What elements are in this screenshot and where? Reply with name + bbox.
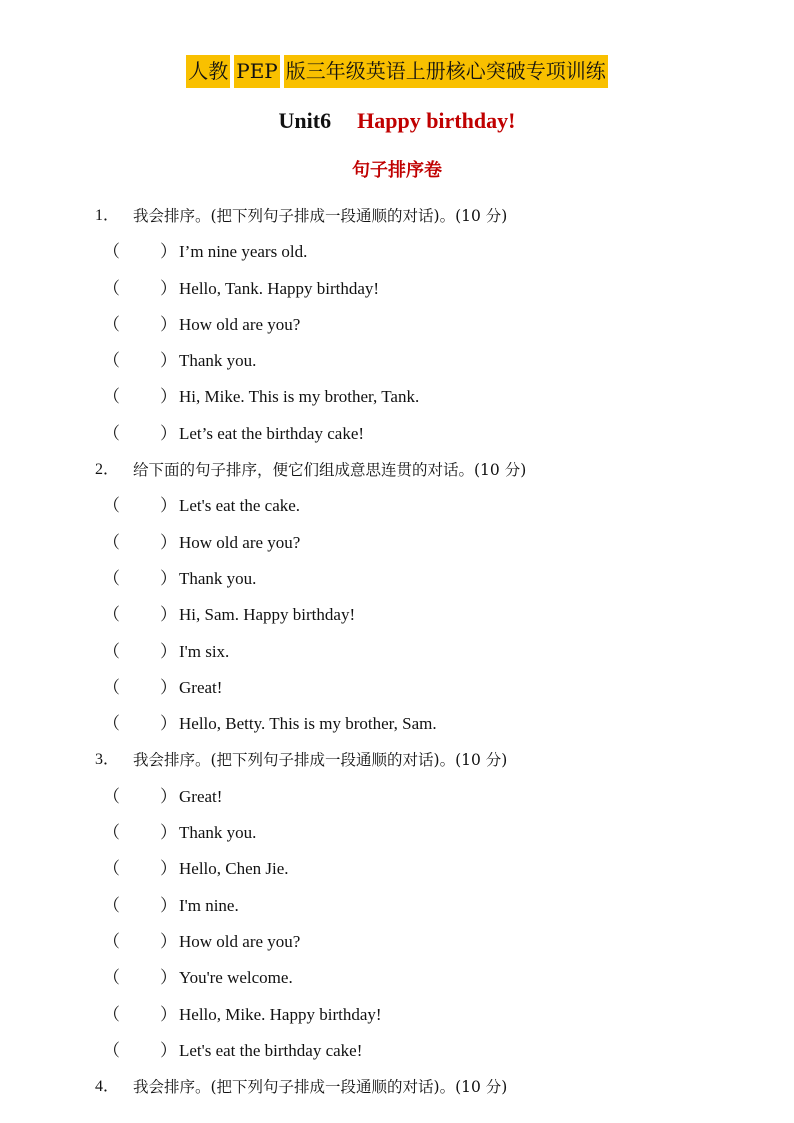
sentence-text: Hello, Chen Jie. bbox=[179, 859, 289, 879]
question-header bbox=[0, 198, 794, 234]
answer-blank-close: ） bbox=[160, 496, 177, 516]
sentence-text: Let's eat the cake. bbox=[179, 496, 301, 516]
sentence-item bbox=[0, 924, 794, 960]
question-instruction: 我会排序。(把下列句子排成一段通顺的对话)。(10 分) bbox=[133, 751, 508, 770]
answer-blank-open[interactable]: （ bbox=[103, 568, 120, 588]
sentence-text: Hi, Mike. This is my brother, Tank. bbox=[179, 387, 420, 407]
sentence-text: Hello, Tank. Happy birthday! bbox=[179, 278, 380, 298]
sentence-item bbox=[0, 525, 794, 561]
sentence-text: I’m nine years old. bbox=[179, 242, 308, 262]
answer-blank-close: ） bbox=[160, 387, 177, 407]
answer-blank-close: ） bbox=[160, 242, 177, 262]
answer-blank-open[interactable]: （ bbox=[103, 314, 120, 334]
answer-blank-open[interactable]: （ bbox=[103, 1004, 120, 1024]
answer-blank-close: ） bbox=[160, 1040, 177, 1060]
question-header bbox=[0, 1069, 794, 1105]
sentence-item bbox=[0, 670, 794, 706]
answer-blank-open[interactable]: （ bbox=[103, 605, 120, 625]
answer-blank-open[interactable]: （ bbox=[103, 387, 120, 407]
sentence-item bbox=[0, 343, 794, 379]
answer-blank-close: ） bbox=[160, 859, 177, 879]
sentence-item bbox=[0, 706, 794, 742]
section-title: 句子排序卷 bbox=[352, 160, 442, 181]
sentence-text: Thank you. bbox=[179, 568, 257, 588]
sentence-text: You're welcome. bbox=[179, 968, 293, 988]
sentence-text: Hello, Mike. Happy birthday! bbox=[179, 1004, 382, 1024]
answer-blank-open[interactable]: （ bbox=[103, 714, 120, 734]
question-number: 2． bbox=[95, 461, 120, 479]
answer-blank-open[interactable]: （ bbox=[103, 242, 120, 262]
sentence-item bbox=[0, 307, 794, 343]
sentence-text: Great! bbox=[179, 786, 223, 806]
answer-blank-close: ） bbox=[160, 423, 177, 443]
answer-blank-close: ） bbox=[160, 714, 177, 734]
sentence-item bbox=[0, 815, 794, 851]
sentence-item bbox=[0, 997, 794, 1033]
answer-blank-open[interactable]: （ bbox=[103, 532, 120, 552]
answer-blank-close: ） bbox=[160, 351, 177, 371]
question-header bbox=[0, 742, 794, 778]
answer-blank-open[interactable]: （ bbox=[103, 931, 120, 951]
sentence-item bbox=[0, 488, 794, 524]
question-number: 1． bbox=[95, 207, 120, 224]
question-number: 4． bbox=[95, 1078, 120, 1096]
sentence-text: Thank you. bbox=[179, 351, 257, 371]
sentence-item bbox=[0, 379, 794, 415]
answer-blank-close: ） bbox=[160, 786, 177, 806]
sentence-item bbox=[0, 779, 794, 815]
answer-blank-close: ） bbox=[160, 605, 177, 625]
sentence-item bbox=[0, 234, 794, 270]
question-number: 3． bbox=[95, 751, 120, 769]
sentence-item bbox=[0, 634, 794, 670]
unit-label: Unit6 bbox=[278, 108, 332, 133]
sentence-item bbox=[0, 851, 794, 887]
sentence-text: I'm nine. bbox=[179, 895, 239, 915]
sentence-text: Hi, Sam. Happy birthday! bbox=[179, 605, 356, 625]
unit-subtitle: Happy birthday! bbox=[357, 108, 516, 133]
sentence-text: How old are you? bbox=[179, 931, 301, 951]
sentence-text: Let’s eat the birthday cake! bbox=[179, 423, 365, 443]
answer-blank-close: ） bbox=[160, 1004, 177, 1024]
sentence-item bbox=[0, 271, 794, 307]
sentence-item bbox=[0, 561, 794, 597]
answer-blank-open[interactable]: （ bbox=[103, 968, 120, 988]
sentence-text: How old are you? bbox=[179, 314, 301, 334]
unit-title bbox=[0, 108, 794, 134]
answer-blank-close: ） bbox=[160, 568, 177, 588]
sentence-text: Thank you. bbox=[179, 823, 257, 843]
sentence-text: Great! bbox=[179, 677, 223, 697]
answer-blank-close: ） bbox=[160, 823, 177, 843]
question-instruction: 给下面的句子排序，便它们组成意思连贯的对话。(10 分) bbox=[133, 461, 527, 480]
answer-blank-open[interactable]: （ bbox=[103, 351, 120, 371]
answer-blank-open[interactable]: （ bbox=[103, 895, 120, 915]
sentence-item bbox=[0, 416, 794, 452]
banner-segment: PEP bbox=[234, 55, 280, 88]
sentence-item bbox=[0, 888, 794, 924]
banner-segment: 版三年级英语上册核心突破专项训练 bbox=[284, 55, 608, 88]
answer-blank-open[interactable]: （ bbox=[103, 859, 120, 879]
answer-blank-close: ） bbox=[160, 532, 177, 552]
answer-blank-close: ） bbox=[160, 931, 177, 951]
answer-blank-open[interactable]: （ bbox=[103, 786, 120, 806]
sentence-item bbox=[0, 597, 794, 633]
sentence-text: I'm six. bbox=[179, 641, 230, 661]
answer-blank-open[interactable]: （ bbox=[103, 423, 120, 443]
answer-blank-close: ） bbox=[160, 314, 177, 334]
answer-blank-open[interactable]: （ bbox=[103, 823, 120, 843]
answer-blank-open[interactable]: （ bbox=[103, 1040, 120, 1060]
sentence-item bbox=[0, 1033, 794, 1069]
answer-blank-close: ） bbox=[160, 278, 177, 298]
header-banner bbox=[0, 55, 794, 88]
question-instruction: 我会排序。(把下列句子排成一段通顺的对话)。(10 分) bbox=[133, 1078, 508, 1097]
question-list bbox=[0, 198, 794, 1105]
sentence-text: Hello, Betty. This is my brother, Sam. bbox=[179, 714, 437, 734]
answer-blank-open[interactable]: （ bbox=[103, 677, 120, 697]
sentence-text: How old are you? bbox=[179, 532, 301, 552]
question-header bbox=[0, 452, 794, 488]
question-instruction: 我会排序。(把下列句子排成一段通顺的对话)。(10 分) bbox=[133, 207, 508, 225]
answer-blank-close: ） bbox=[160, 641, 177, 661]
answer-blank-close: ） bbox=[160, 895, 177, 915]
answer-blank-close: ） bbox=[160, 968, 177, 988]
sentence-text: Let's eat the birthday cake! bbox=[179, 1040, 363, 1060]
answer-blank-open[interactable]: （ bbox=[103, 641, 120, 661]
sentence-item bbox=[0, 960, 794, 996]
answer-blank-open[interactable]: （ bbox=[103, 278, 120, 298]
banner-segment: 人教 bbox=[186, 55, 230, 88]
answer-blank-open[interactable]: （ bbox=[103, 496, 120, 516]
answer-blank-close: ） bbox=[160, 677, 177, 697]
